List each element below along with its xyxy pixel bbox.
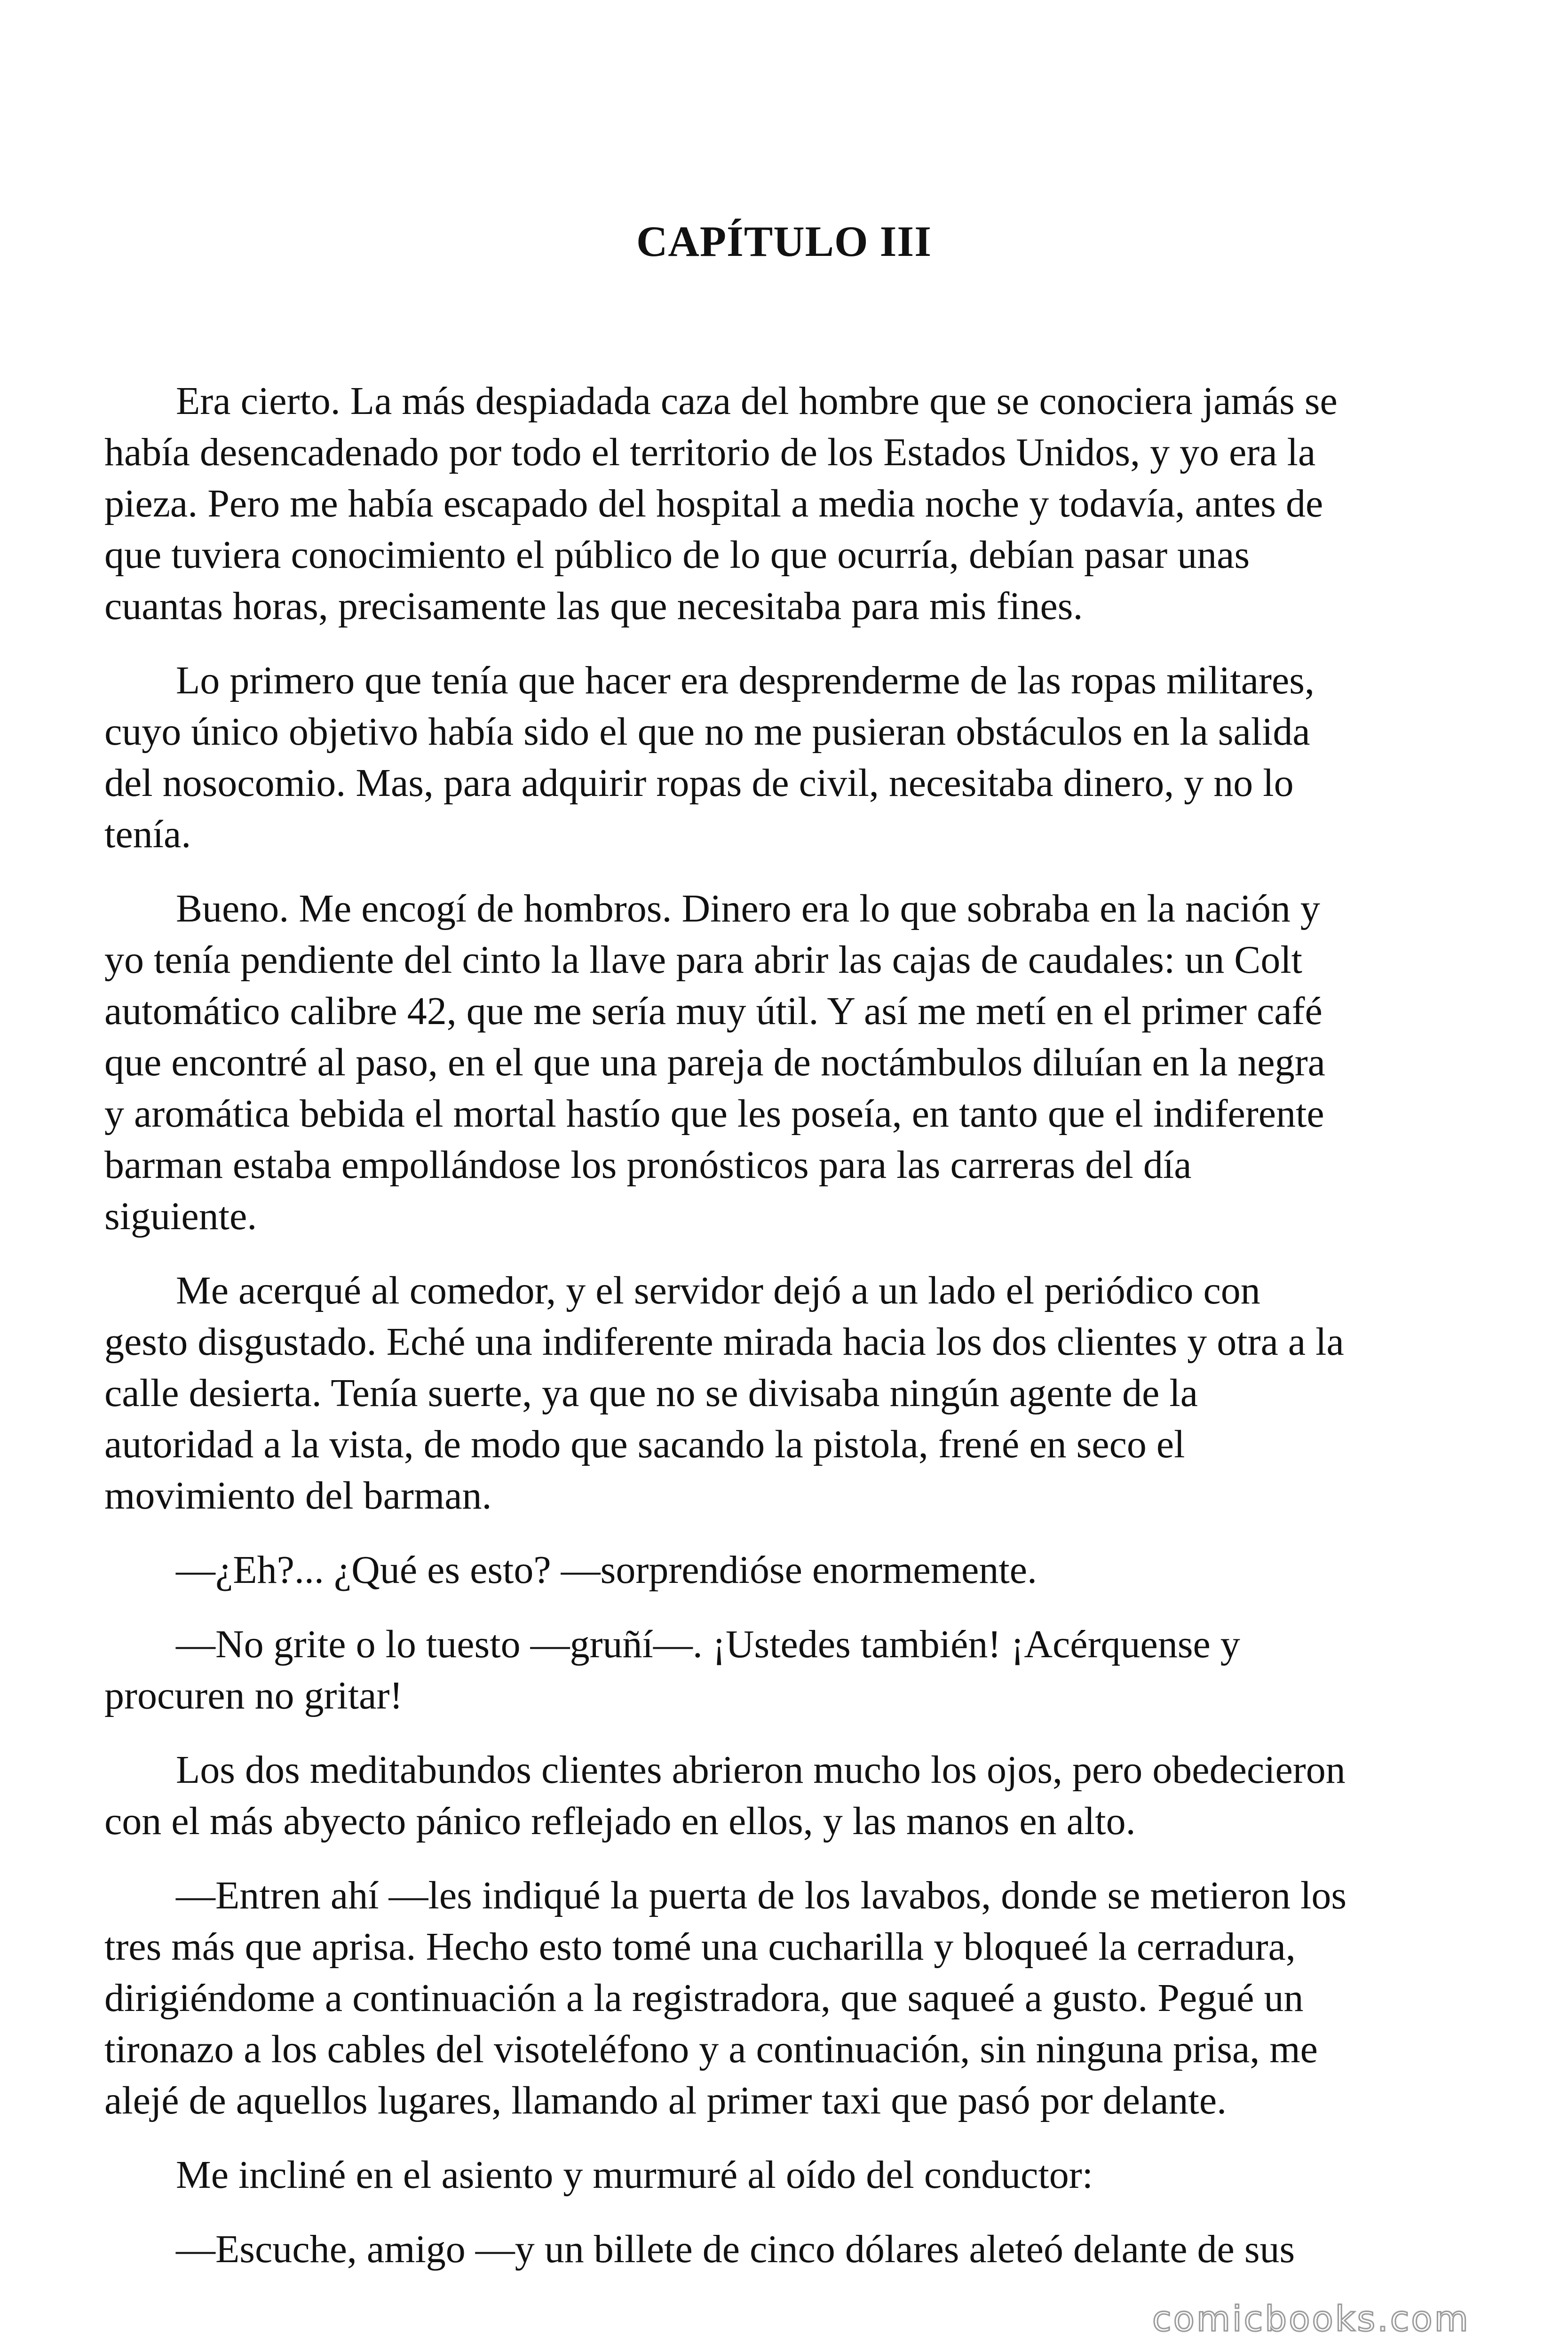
text-line: Me acerqué al comedor, y el servidor dejó a un lado el periódico con [176, 1269, 1260, 1312]
text-line: Los dos meditabundos clientes abrieron mucho los ojos, pero obedecieron [176, 1748, 1346, 1792]
text-line: cuyo único objetivo había sido el que no me pusieran obstáculos en la salida [104, 710, 1310, 754]
text-line: tres más que aprisa. Hecho esto tomé una cucharilla y bloqueé la cerradura, [104, 1925, 1296, 1969]
text-line: procuren no gritar! [104, 1674, 403, 1717]
text-line: había desencadenado por todo el territorio de los Estados Unidos, y yo era la [104, 430, 1316, 474]
paragraph [104, 2149, 1464, 2201]
text-line: gesto disgustado. Eché una indiferente mirada hacia los dos clientes y otra a la [104, 1320, 1344, 1364]
text-line: calle desierta. Tenía suerte, ya que no se divisaba ningún agente de la [104, 1371, 1198, 1415]
text-line: Lo primero que tenía que hacer era desprenderme de las ropas militares, [176, 659, 1315, 702]
paragraph [104, 883, 1464, 1242]
text-line: alejé de aquellos lugares, llamando al primer taxi que pasó por delante. [104, 2079, 1227, 2122]
text-line: movimiento del barman. [104, 1474, 492, 1518]
text-line: con el más abyecto pánico reflejado en ellos, y las manos en alto. [104, 1799, 1136, 1843]
paragraph [104, 1870, 1464, 2126]
text-line: —¿Eh?... ¿Qué es esto? —sorprendióse enormemente. [176, 1548, 1037, 1592]
paragraph [104, 375, 1464, 632]
text-line: siguiente. [104, 1194, 257, 1238]
text-line: cuantas horas, precisamente las que necesitaba para mis fines. [104, 584, 1083, 628]
text-line: del nosocomio. Mas, para adquirir ropas de civil, necesitaba dinero, y no lo [104, 761, 1294, 805]
text-line: barman estaba empollándose los pronósticos para las carreras del día [104, 1143, 1192, 1187]
paragraph [104, 1544, 1464, 1596]
chapter-title: CAPÍTULO III [636, 217, 932, 265]
body-text [104, 375, 1464, 2298]
text-line: yo tenía pendiente del cinto la llave para abrir las cajas de caudales: un Colt [104, 938, 1302, 982]
paragraph [104, 1265, 1464, 1521]
text-line: dirigiéndome a continuación a la registradora, que saqueé a gusto. Pegué un [104, 1976, 1304, 2020]
text-line: Bueno. Me encogí de hombros. Dinero era lo que sobraba en la nación y [176, 887, 1320, 930]
text-line: tironazo a los cables del visoteléfono y a continuación, sin ninguna prisa, me [104, 2027, 1318, 2071]
paragraph [104, 1744, 1464, 1847]
text-line: tenía. [104, 812, 191, 856]
paragraph [104, 2224, 1464, 2275]
text-line: —Escuche, amigo —y un billete de cinco dólares aleteó delante de sus [176, 2227, 1295, 2271]
watermark: comicbooks.com [1152, 2299, 1470, 2339]
text-line: Me incliné en el asiento y murmuré al oído del conductor: [176, 2153, 1093, 2197]
paragraph [104, 655, 1464, 860]
text-line: y aromática bebida el mortal hastío que les poseía, en tanto que el indiferente [104, 1092, 1324, 1136]
text-line: —No grite o lo tuesto —gruñí—. ¡Ustedes también! ¡Acérquense y [176, 1622, 1240, 1666]
text-line: pieza. Pero me había escapado del hospital a media noche y todavía, antes de [104, 482, 1323, 525]
text-line: autoridad a la vista, de modo que sacando la pistola, frené en seco el [104, 1422, 1185, 1466]
text-line: —Entren ahí —les indiqué la puerta de los lavabos, donde se metieron los [176, 1874, 1347, 1917]
text-line: Era cierto. La más despiadada caza del hombre que se conociera jamás se [176, 379, 1338, 423]
paragraph [104, 1619, 1464, 1721]
text-line: que tuviera conocimiento el público de lo que ocurría, debían pasar unas [104, 533, 1250, 577]
text-line: automático calibre 42, que me sería muy útil. Y así me metí en el primer café [104, 989, 1323, 1033]
text-line: que encontré al paso, en el que una pareja de noctámbulos diluían en la negra [104, 1041, 1325, 1084]
